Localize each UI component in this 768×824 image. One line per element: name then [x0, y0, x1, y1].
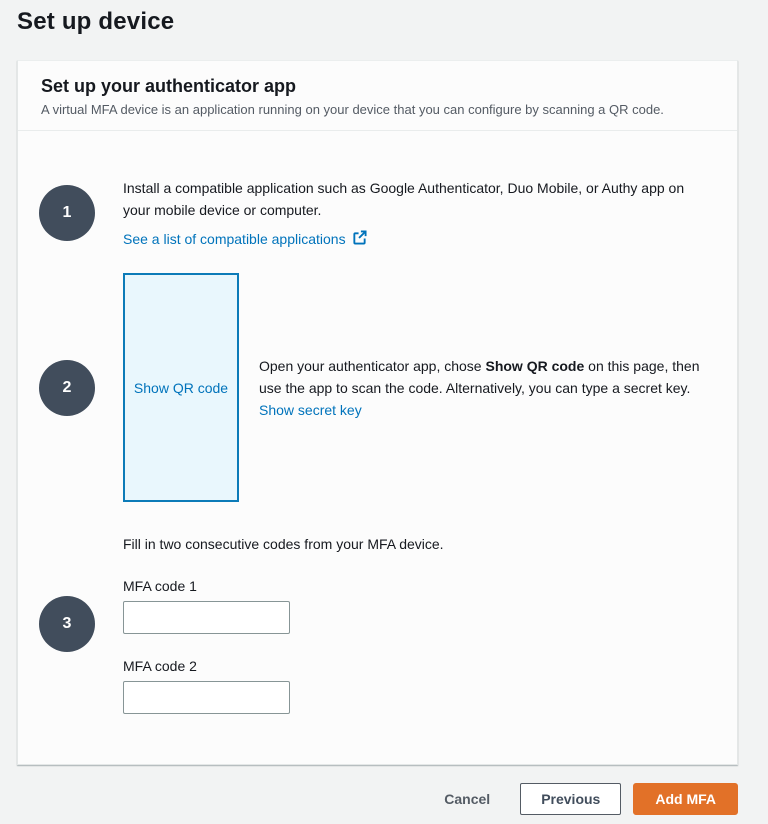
step-2-number: 2: [62, 378, 72, 396]
step-3-number: 3: [62, 615, 72, 632]
card-description: A virtual MFA device is an application running on your device that you can configure by scanning a QR code.: [41, 102, 664, 117]
footer-actions: [17, 783, 738, 815]
step-2: [39, 273, 709, 502]
step-1-text: Install a compatible application such as Google Authenticator, Duo Mobile, or Authy app on your mobile device or computer.: [123, 180, 685, 218]
card-body: [18, 177, 737, 764]
show-secret-key-link[interactable]: Show secret key: [259, 401, 362, 418]
show-qr-code-button-label: Show QR code: [133, 379, 229, 396]
step-1-content: [123, 177, 709, 249]
mfa-code-1-input[interactable]: [123, 601, 290, 634]
step-1-badge: [39, 185, 95, 241]
step-1: [39, 177, 709, 249]
setup-authenticator-card: [17, 60, 738, 765]
previous-button[interactable]: Previous: [520, 783, 621, 815]
add-mfa-button[interactable]: Add MFA: [633, 783, 738, 815]
step-3-intro: Fill in two consecutive codes from your MFA device.: [123, 536, 444, 552]
page-title: Set up device: [17, 8, 175, 35]
step-2-text-bold: Show QR code: [485, 357, 585, 374]
step-3-content: [123, 534, 709, 714]
step-2-text-part2: on this page, then use the app to scan the code. Alternatively, you can type a secret key.: [259, 357, 700, 396]
external-link-icon: [352, 230, 367, 248]
step-3-badge: [39, 596, 95, 652]
mfa-code-2-label: MFA code 2: [123, 658, 197, 674]
show-qr-code-button[interactable]: [123, 273, 239, 502]
step-1-number: 1: [62, 204, 72, 221]
card-title: Set up your authenticator app: [41, 76, 297, 96]
step-2-content: [123, 273, 709, 502]
step-2-badge: [39, 360, 95, 416]
mfa-code-1-label: MFA code 1: [123, 578, 197, 594]
step-3: [39, 534, 709, 714]
step-2-text-part1: Open your authenticator app, chose: [259, 357, 486, 374]
compatible-applications-link[interactable]: [123, 230, 367, 248]
step-2-text: [259, 355, 709, 421]
card-header: [18, 61, 737, 131]
mfa-code-2-input[interactable]: [123, 681, 290, 714]
compatible-applications-link-label: See a list of compatible applications: [123, 231, 346, 247]
cancel-button[interactable]: Cancel: [444, 783, 490, 815]
